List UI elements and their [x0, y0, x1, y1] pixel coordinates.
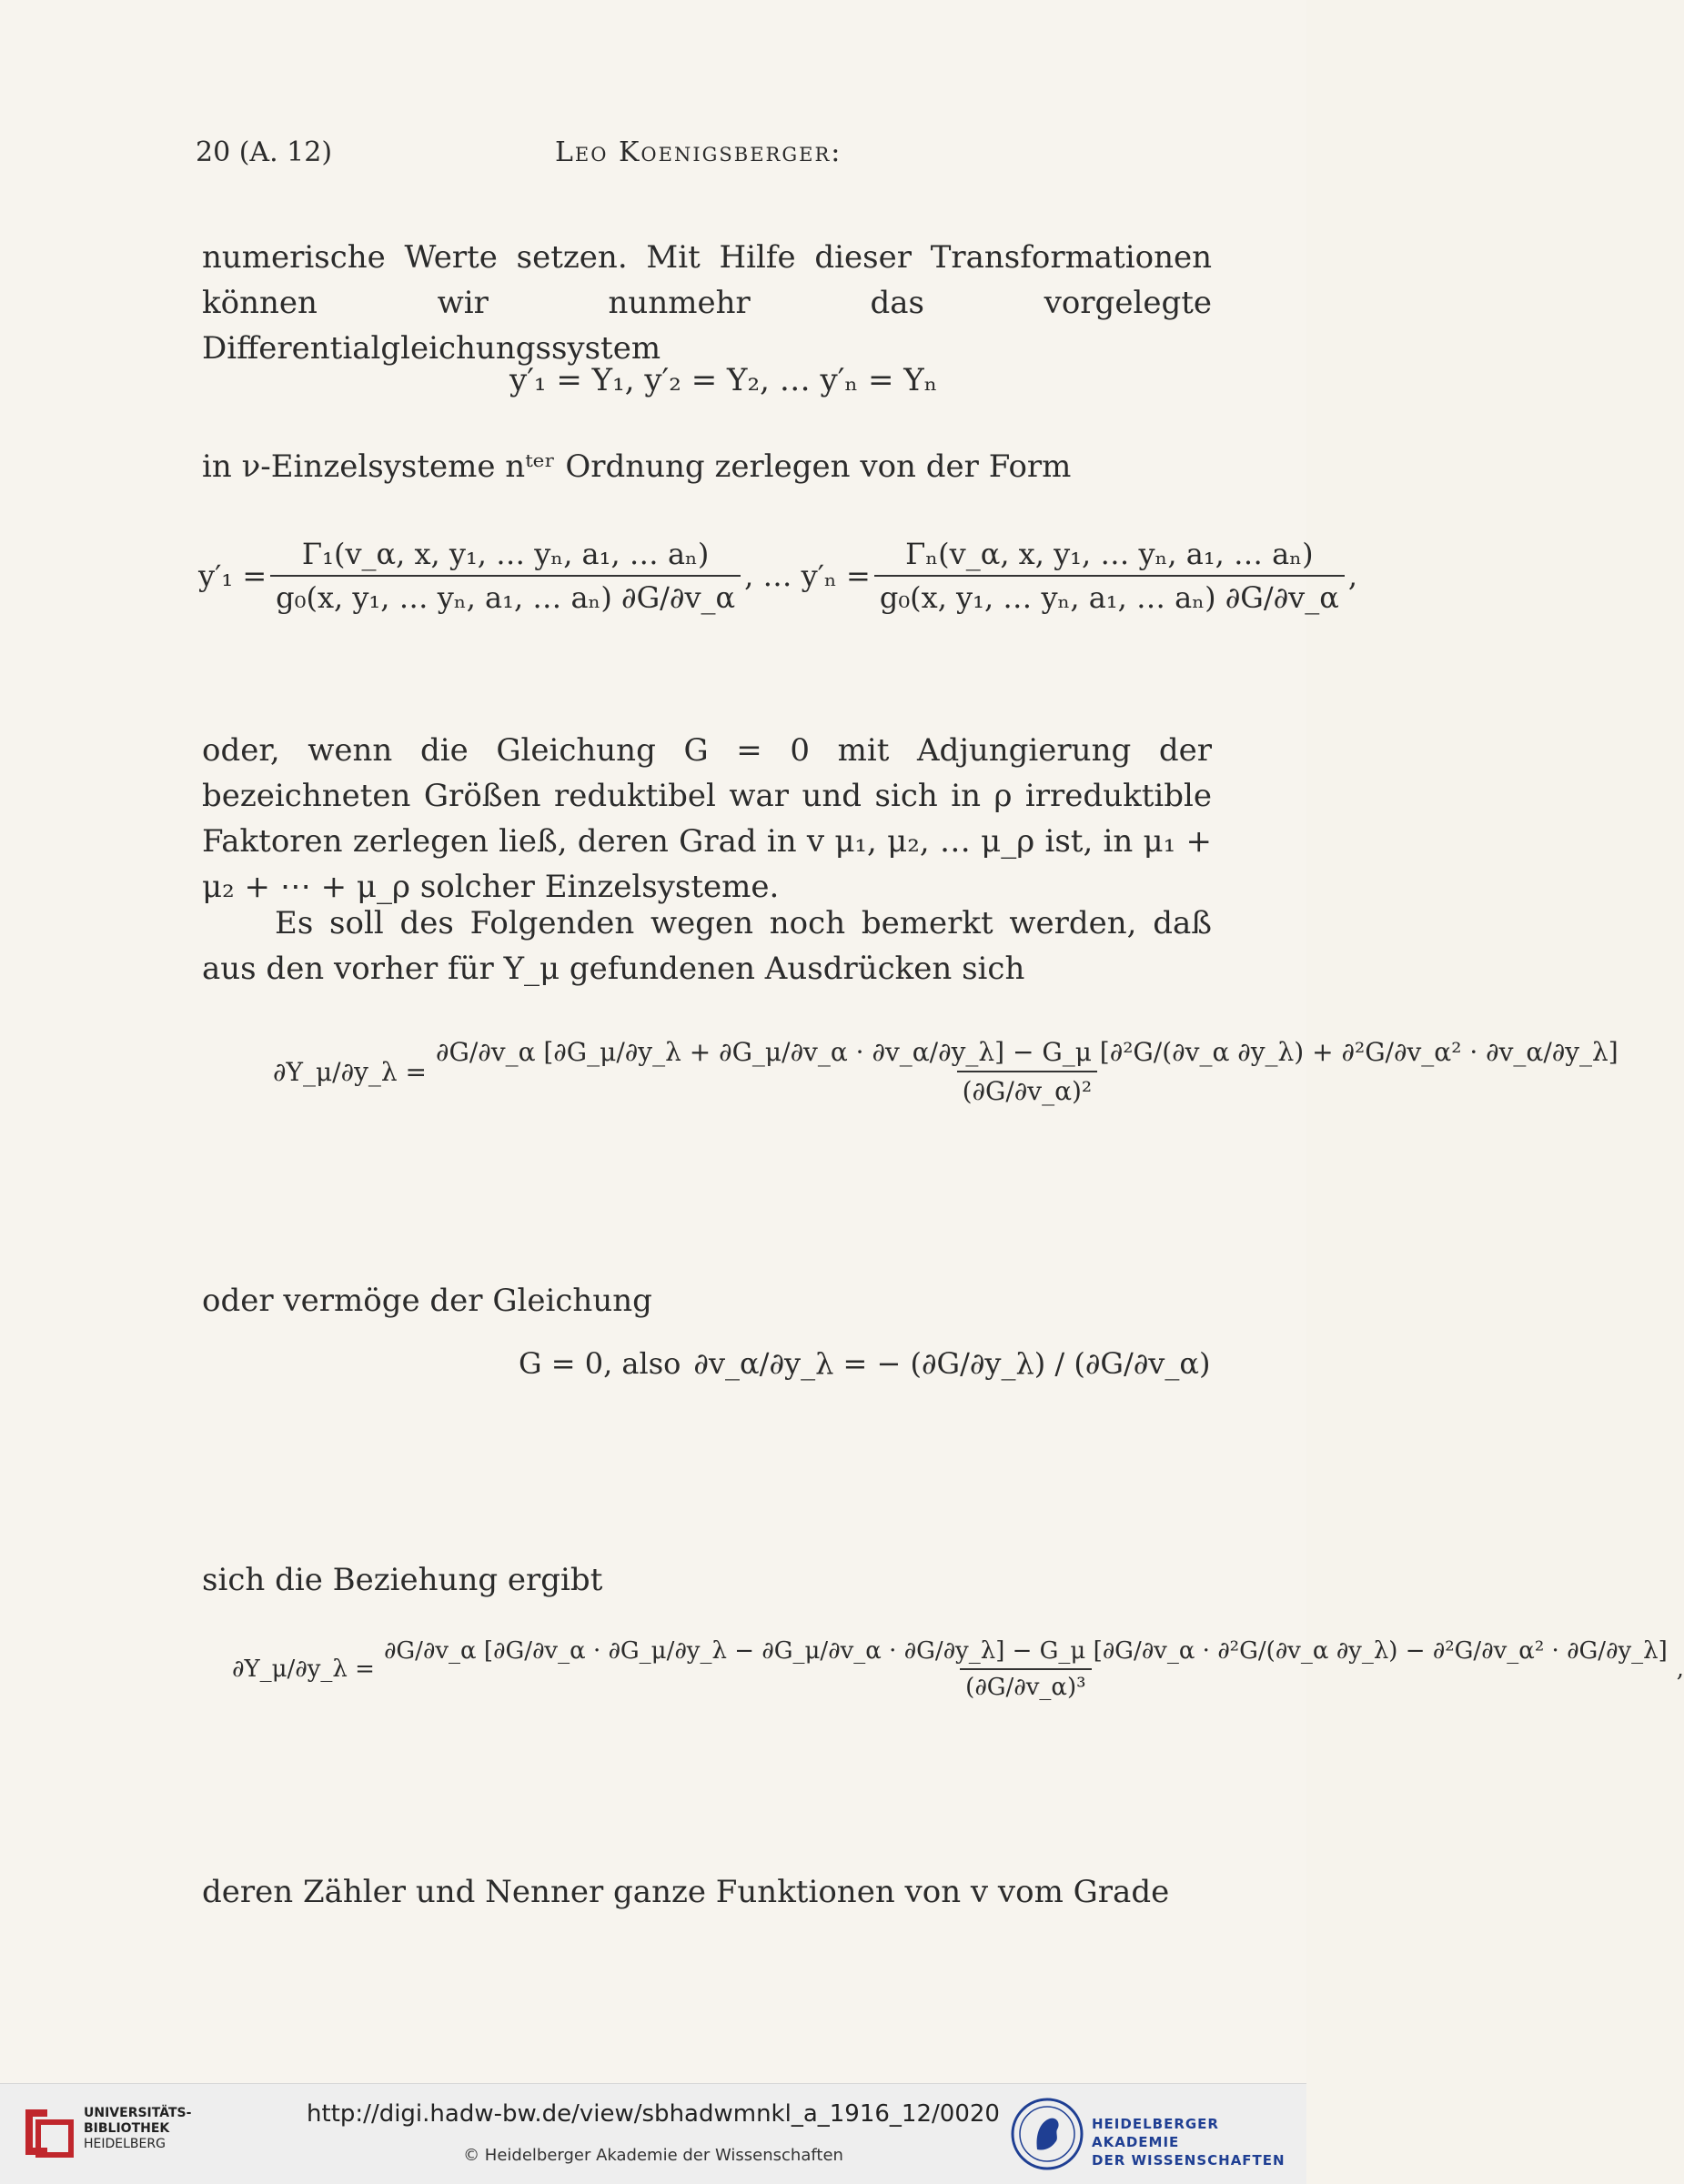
eq2-end: ,	[1347, 559, 1358, 593]
library-name-line-2: BIBLIOTHEK	[84, 2121, 170, 2136]
author-header: Leo Koenigsberger:	[555, 136, 842, 168]
eq3-denominator: (∂G/∂v_α)²	[957, 1071, 1098, 1106]
eq4-fraction: ∂v_α/∂y_λ = − (∂G/∂y_λ) / (∂G/∂v_α)	[693, 1346, 1211, 1381]
equation-2	[198, 537, 1358, 615]
paragraph-1: numerische Werte setzen. Mit Hilfe dieser Transformationen können wir nunmehr das vorgelegte Differentialgleichungssystem	[202, 239, 1212, 367]
eq5-denominator: (∂G/∂v_α)³	[960, 1668, 1091, 1701]
equation-5	[232, 1637, 1684, 1701]
eq2-mid: , … y′ₙ =	[744, 559, 871, 593]
paragraph-2: in ν-Einzelsysteme nᵗᵉʳ Ordnung zerlegen von der Form	[202, 448, 1072, 485]
eq2-numerator-2: Γₙ(v_α, x, y₁, … yₙ, a₁, … aₙ)	[905, 537, 1314, 571]
eq2-denominator-2: g₀(x, y₁, … yₙ, a₁, … aₙ) ∂G/∂v_α	[874, 575, 1345, 615]
library-name-line-1: UNIVERSITÄTS-	[84, 2106, 192, 2120]
paragraph-7: deren Zähler und Nenner ganze Funktionen von v vom Grade	[202, 1874, 1170, 1910]
eq2-fraction-2	[874, 537, 1345, 615]
copyright-notice: © Heidelberger Akademie der Wissenschaften	[463, 2146, 843, 2165]
paragraph-6: sich die Beziehung ergibt	[202, 1562, 603, 1598]
footer-bar	[0, 2083, 1306, 2184]
eq2-numerator-1: Γ₁(v_α, x, y₁, … yₙ, a₁, … aₙ)	[301, 537, 710, 571]
academy-seal-icon	[1010, 2097, 1084, 2171]
eq3-fraction	[430, 1037, 1624, 1106]
equation-3	[273, 1037, 1628, 1106]
page-number: 20 (A. 12)	[196, 136, 333, 168]
eq2-lhs1: y′₁ =	[198, 559, 267, 593]
eq2-denominator-1: g₀(x, y₁, … yₙ, a₁, … aₙ) ∂G/∂v_α	[270, 575, 741, 615]
equation-1: y′₁ = Y₁, y′₂ = Y₂, … y′ₙ = Yₙ	[509, 362, 938, 398]
eq4-left: G = 0, also	[519, 1346, 681, 1381]
paragraph-5: oder vermöge der Gleichung	[202, 1283, 652, 1319]
library-name-line-3: HEIDELBERG	[84, 2137, 166, 2151]
academy-name	[1092, 2115, 1306, 2169]
eq5-end: ,	[1676, 1656, 1684, 1683]
academy-name-line-1: HEIDELBERGER AKADEMIE	[1092, 2116, 1219, 2150]
paragraph-4: Es soll des Folgenden wegen noch bemerkt werden, daß aus den vorher für Y_μ gefundenen Ausdrücken sich	[202, 905, 1212, 987]
equation-4	[519, 1346, 1210, 1381]
source-url-link[interactable]: http://digi.hadw-bw.de/view/sbhadwmnkl_a_1916_12/0020	[307, 2100, 1000, 2128]
eq5-numerator: ∂G/∂v_α [∂G/∂v_α · ∂G_μ/∂y_λ − ∂G_μ/∂v_α · ∂G/∂y_λ] − G_μ [∂G/∂v_α · ∂²G/(∂v_α ∂y_λ) − ∂²G/∂v_α² · ∂G/∂y_λ]	[383, 1637, 1668, 1665]
eq5-fraction	[378, 1637, 1673, 1701]
eq2-fraction-1	[270, 537, 741, 615]
paragraph-3: oder, wenn die Gleichung G = 0 mit Adjungierung der bezeichneten Größen reduktibel war und sich in ρ irreduktible Faktoren zerlegen ließ, deren Grad in v μ₁, μ₂, … μ_ρ ist, in μ₁ + μ₂ + ⋯ + μ_ρ solcher Einzelsysteme.	[202, 732, 1212, 905]
eq3-lhs: ∂Y_μ/∂y_λ =	[273, 1056, 427, 1087]
eq3-numerator: ∂G/∂v_α [∂G_μ/∂y_λ + ∂G_μ/∂v_α · ∂v_α/∂y_λ] − G_μ [∂²G/(∂v_α ∂y_λ) + ∂²G/∂v_α² · ∂v_α/∂y_λ]	[436, 1037, 1618, 1067]
academy-name-line-2: DER WISSENSCHAFTEN	[1092, 2152, 1286, 2169]
eq5-lhs: ∂Y_μ/∂y_λ =	[232, 1656, 375, 1683]
